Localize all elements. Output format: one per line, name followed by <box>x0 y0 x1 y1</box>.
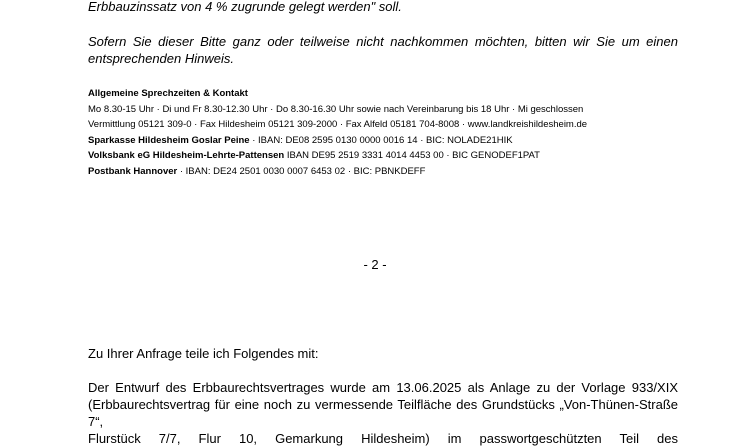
office-hours: Mo 8.30-15 Uhr · Di und Fr 8.30-12.30 Uhr · Do 8.30-16.30 Uhr sowie nach Vereinbarung bis 18 Uhr · Mi geschlossen <box>88 103 584 115</box>
bank-line <box>88 148 688 164</box>
bank-details: · IBAN: DE24 2501 0030 0007 6453 02 · BIC: PBNKDEFF <box>177 165 426 177</box>
bank-details: · IBAN: DE08 2595 0130 0000 0016 14 · BIC: NOLADE21HIK <box>249 134 513 146</box>
bank-line <box>88 133 688 149</box>
paragraph-line: Der Entwurf des Erbbaurechtsvertrages wurde am 13.06.2025 als Anlage zu der Vorlage 933/XIX <box>88 380 678 395</box>
body-paragraph <box>88 379 678 447</box>
bank-line <box>88 164 688 180</box>
paragraph-line: (Erbbaurechtsvertrag für eine noch zu vermessende Teilfläche des Grundstücks „Von-Thünen-Straße 7“, <box>88 397 678 429</box>
bank-name: Postbank Hannover <box>88 165 178 177</box>
bank-details: IBAN DE95 2519 3331 4014 4453 00 · BIC GENODEF1PAT <box>284 150 540 161</box>
italic-line-erbbauzinssatz: Erbbauzinssatz von 4 % zugrunde gelegt werden" soll. <box>88 0 402 14</box>
italic-paragraph-request: Sofern Sie dieser Bitte ganz oder teilweise nicht nachkommen möchten, bitten wir Sie um einen entsprechenden Hinweis. <box>88 34 678 66</box>
intro-line: Zu Ihrer Anfrage teile ich Folgendes mit: <box>88 346 319 361</box>
contact-line: Vermittlung 05121 309-0 · Fax Hildesheim 05121 309-2000 · Fax Alfeld 05181 704-8008 · www.landkreishildesheim.de <box>88 119 588 130</box>
bank-name: Sparkasse Hildesheim Goslar Peine <box>88 134 250 146</box>
paragraph-line: Flurstück 7/7, Flur 10, Gemarkung Hildesheim) im passwortgeschützten Teil des <box>88 431 678 446</box>
bank-name: Volksbank eG Hildesheim-Lehrte-Pattensen <box>88 150 285 161</box>
page-number: - 2 - <box>363 257 387 272</box>
contact-footer <box>88 86 688 179</box>
footer-heading: Allgemeine Sprechzeiten & Kontakt <box>88 88 248 99</box>
